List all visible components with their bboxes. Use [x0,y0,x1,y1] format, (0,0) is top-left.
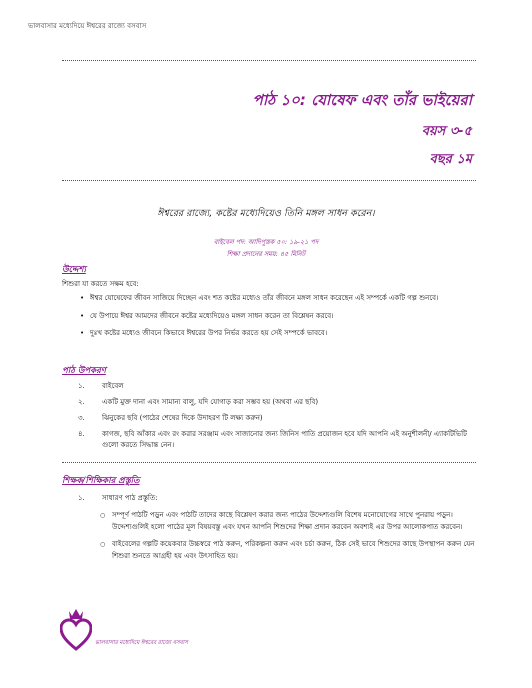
objective-item: • ঈশ্বর যোষেফের জীবন সাজিয়ে দিচ্ছেন এবং শত কষ্টের মধ্যেও তাঁর জীবনে মঙ্গল সাধন করেছেন এই সম্পর্কে একটি গল্প শুনবে। [80,293,478,305]
item-number: ৪. [78,430,85,438]
item-number: ১. [78,494,85,502]
material-item [78,413,478,424]
preparation-block [78,492,478,568]
preparation-item: ○ সম্পূর্ণ পাঠটি পড়ুন এবং পাঠটি তাদের কাছে বিশ্লেষণ করার জন্য পাঠের উদ্দেশ্যগুলি বিশেষ মনোযোগের সাথে পুনরায় পড়ুন। উদ্দেশ্যগুলিই হলো পাঠের মূল বিষয়বস্তু এবং যখন আপনি শিশুদের শিক্ষা প্রদান করবেন অবশ্যই এর উপর আলোকপাত করবেন। [100,510,478,533]
year-label: বছর ১ম [429,152,472,167]
objective-item: • যে উপায়ে ঈশ্বর আমদের জীবনে কষ্টের মধ্যেদিয়েও মঙ্গল সাধন করেন তা বিশ্লেষন করবে। [80,311,478,323]
objectives-heading: উদ্দেশ্য [62,265,86,275]
subheading-text: সাধারণ পাঠ প্রস্তুতি: [102,494,158,502]
material-item [78,397,478,408]
item-number: ৩. [78,414,85,422]
item-text: বাইবেল [102,382,124,390]
preparation-item: ○ বাইবেলের গল্পটি কয়েকবার উচ্চস্বরে পাঠ করুন, পরিকল্পনা করুন এবং চর্চা করুন, ঠিক সেই ভাবে শিশুদের কাছে উপস্থাপন করুন যেন শিশুরা শুনতে আগ্রহী হয় এবং উৎসাহিত হয়। [100,539,478,562]
materials-list [78,381,478,456]
item-number: ২. [78,398,85,406]
material-item [78,381,478,392]
title-divider [62,180,476,181]
crown-heart-icon [60,607,92,653]
footer-text: ভালবাসার মধ্যেদিয়ে ঈশ্বরের রাজ্যে বসবাস [95,640,188,646]
lesson-title: পাঠ ১০: যোষেফ এবং তাঁর ভাইয়েরা [252,91,472,109]
preparation-list [78,510,478,562]
objectives-list [80,293,478,346]
materials-heading: পাঠ উপকরণ [62,366,106,376]
item-text: কাগজ, ছবি আঁকার এবং রং করার সরঞ্জাম এবং সাজানোর জন্য জিনিস পাতি প্রয়োজন হবে যদি আপনি এই অনুশীলনী/ এ্যাকটিভিটি গুলো করতে সিদ্ধান্ত নেন। [102,430,467,449]
preparation-heading: শিক্ষক/শিক্ষিকার প্রস্তুতি [62,476,140,486]
bible-passage: বাইবেল পদ: আদিপুস্তক ৫০: ১৯-২১ পদ [213,238,319,246]
top-divider [62,60,476,61]
teaching-time: শিক্ষা প্রদানের সময়: ৪৫ মিনিট [226,250,306,258]
objective-item: • দুঃখ কষ্টের মধ্যেও জীবনে কিভাবে ঈশ্বরের উপর নির্ভর করতে হয় সেই সম্পর্কে ভাববে। [80,328,478,340]
objectives-intro: শিশুরা যা করতে সক্ষম হবে: [62,280,139,288]
preparation-subheading [78,492,478,504]
item-text: একটি মুক্ত দানা এবং সামান্য বালু, যদি যোগাড় করা সম্ভব হয় (অথবা এর ছবি) [102,398,319,406]
item-number: ১. [78,382,85,390]
running-header: ভালবাসার মধ্যেদিয়ে ঈশ্বরের রাজ্যে বসবাস [28,22,147,30]
preparation-divider [62,462,476,463]
material-item [78,429,478,451]
lesson-theme: ঈশ্বরের রাজ্যে, কষ্টের মধ্যেদিয়েও তিনি মঙ্গল সাধন করেন। [157,208,375,219]
item-text: ঝিনুকের ছবি (পাঠের শেষের দিকে উদাহরণ টি লক্ষ্য করুন) [102,414,263,422]
age-range: বয়স ৩-৫ [421,124,472,139]
